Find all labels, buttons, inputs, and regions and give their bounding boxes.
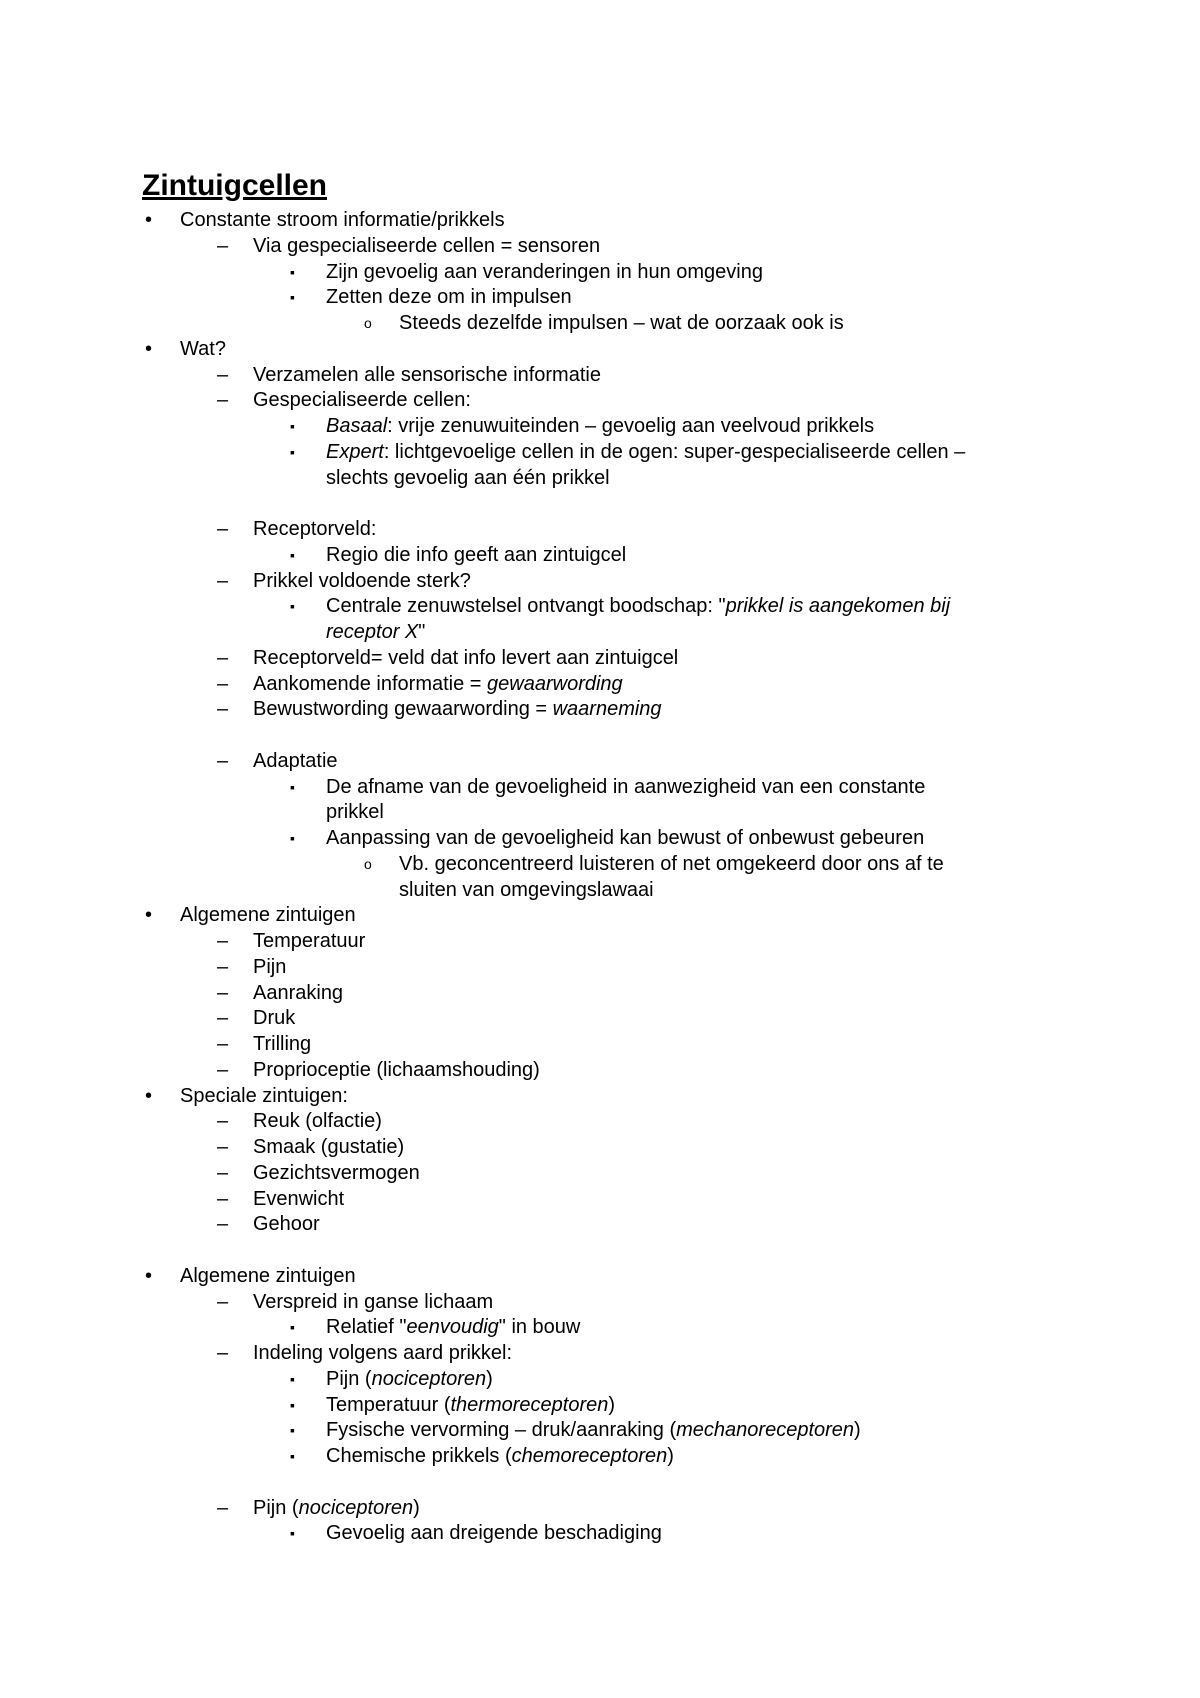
list-item-text [253, 517, 376, 543]
bullet-marker: – [217, 389, 229, 412]
list-item-level-1 [0, 208, 1200, 234]
list-item-level-3 [0, 440, 1200, 466]
text-segment: Gezichtsvermogen [253, 1161, 420, 1184]
text-segment: Adaptatie [253, 749, 338, 772]
text-segment: Temperatuur ( [326, 1393, 451, 1416]
text-segment: slechts gevoelig aan één prikkel [326, 466, 610, 489]
text-segment: Verzamelen alle sensorische informatie [253, 363, 601, 386]
list-item-level-3 [0, 466, 1200, 492]
list-item-text [253, 929, 365, 955]
text-segment: ) [667, 1445, 674, 1467]
list-item-text [253, 569, 471, 595]
bullet-list [0, 208, 1200, 1547]
list-item-level-2 [0, 388, 1200, 414]
list-item-text [253, 1109, 382, 1135]
text-segment: Constante stroom informatie/prikkels [180, 209, 505, 231]
list-item-level-3 [0, 1521, 1200, 1547]
list-item-level-3 [0, 543, 1200, 569]
list-item-level-2 [0, 646, 1200, 672]
text-segment: sluiten van omgevingslawaai [399, 878, 654, 901]
bullet-marker: – [217, 1136, 229, 1158]
list-item-level-2 [0, 955, 1200, 981]
text-segment: Pijn ( [326, 1367, 372, 1390]
list-item-level-3 [0, 1444, 1200, 1470]
list-item-level-3 [0, 260, 1200, 286]
text-segment: De afname van de gevoeligheid in aanwezigheid van een constante [326, 775, 926, 798]
bullet-marker: ▪ [290, 418, 295, 434]
bullet-marker: ▪ [290, 263, 295, 280]
text-segment: Smaak (gustatie) [253, 1136, 405, 1158]
bullet-marker: ▪ [290, 1370, 295, 1387]
text-segment: : vrije zenuwuiteinden – gevoelig aan veelvoud prikkels [387, 415, 875, 437]
list-item-text [326, 826, 924, 852]
list-item-text [180, 337, 226, 363]
list-item-level-2 [0, 517, 1200, 543]
list-item-level-3 [0, 1393, 1200, 1419]
bullet-marker: ▪ [290, 1396, 295, 1413]
blank-line [0, 723, 1200, 749]
list-item-text [326, 594, 950, 620]
text-segment: Evenwicht [253, 1187, 345, 1210]
bullet-marker: – [217, 1007, 229, 1030]
text-segment: Receptorveld= veld dat info levert aan zintuigcel [253, 646, 679, 669]
list-item-level-2 [0, 672, 1200, 698]
list-item-level-3 [0, 620, 1200, 646]
text-segment: Vb. geconcentreerd luisteren of net omgekeerd door ons af te [399, 852, 944, 875]
list-item-text [326, 620, 425, 646]
list-item-text [253, 388, 471, 414]
list-item-text [326, 1444, 674, 1470]
bullet-marker: – [217, 646, 229, 669]
list-item-text [326, 440, 965, 466]
list-item-text [253, 1290, 493, 1316]
bullet-marker: – [217, 1187, 229, 1210]
list-item-text [253, 749, 338, 775]
list-item-text [326, 1418, 861, 1444]
text-segment: ) [413, 1496, 420, 1519]
bullet-marker: – [217, 981, 229, 1004]
list-item-level-1 [0, 337, 1200, 363]
bullet-marker: – [217, 1290, 229, 1313]
list-item-text [253, 955, 286, 981]
bullet-marker: • [145, 337, 153, 360]
list-item-level-2 [0, 1341, 1200, 1367]
italic-text: nociceptoren [371, 1367, 487, 1390]
list-item-level-2 [0, 569, 1200, 595]
bullet-marker: – [217, 1213, 229, 1236]
list-item-text [326, 1315, 580, 1341]
list-item-text [253, 672, 623, 698]
list-item-text [180, 1084, 348, 1110]
list-item-text [253, 1032, 311, 1058]
text-segment: Gespecialiseerde cellen: [253, 389, 471, 412]
italic-text: waarneming [552, 698, 662, 721]
text-segment: Indeling volgens aard prikkel: [253, 1342, 513, 1364]
list-item-text [326, 466, 610, 492]
text-segment: Proprioceptie (lichaamshouding) [253, 1058, 540, 1081]
text-segment: Temperatuur [253, 930, 366, 952]
text-segment: Bewustwording gewaarwording = [253, 698, 553, 721]
text-segment: Pijn ( [253, 1496, 299, 1519]
italic-text: eenvoudig [406, 1316, 499, 1339]
text-segment: " in bouw [498, 1316, 581, 1339]
list-item-level-3 [0, 775, 1200, 801]
list-item-level-4 [0, 852, 1200, 878]
list-item-text [180, 208, 505, 234]
list-item-level-3 [0, 285, 1200, 311]
list-item-level-3 [0, 414, 1200, 440]
list-item-text [326, 1393, 615, 1419]
list-item-text [326, 285, 572, 311]
list-item-text [253, 1058, 540, 1084]
text-segment: Steeds dezelfde impulsen – wat de oorzaak ook is [399, 312, 844, 334]
italic-text: receptor X [326, 621, 419, 643]
italic-text: gewaarwording [487, 672, 623, 695]
list-item-text [253, 1187, 344, 1213]
bullet-marker: ▪ [290, 1525, 295, 1542]
list-item-text [253, 1212, 320, 1238]
text-segment: Verspreid in ganse lichaam [253, 1290, 494, 1313]
bullet-marker: – [217, 955, 229, 978]
bullet-marker: – [217, 234, 229, 257]
list-item-text [326, 800, 384, 826]
list-item-level-2 [0, 981, 1200, 1007]
italic-text: mechanoreceptoren [676, 1419, 855, 1442]
list-item-level-2 [0, 1496, 1200, 1522]
bullet-marker: ▪ [290, 1448, 295, 1464]
text-segment: ) [486, 1367, 493, 1390]
list-item-text [253, 1006, 295, 1032]
bullet-marker: ▪ [290, 830, 295, 846]
list-item-text [326, 260, 763, 286]
italic-text: nociceptoren [298, 1496, 414, 1519]
bullet-marker: ▪ [290, 546, 295, 563]
list-item-text [253, 1161, 420, 1187]
list-item-level-4 [0, 311, 1200, 337]
list-item-level-2 [0, 749, 1200, 775]
list-item-text [399, 852, 944, 878]
list-item-text [253, 1341, 512, 1367]
bullet-marker: – [217, 1161, 229, 1184]
list-item-level-1 [0, 903, 1200, 929]
bullet-marker: ▪ [290, 289, 295, 306]
bullet-marker: ▪ [290, 598, 295, 615]
italic-text: Basaal [326, 415, 388, 437]
text-segment: Trilling [253, 1033, 312, 1055]
list-item-level-2 [0, 363, 1200, 389]
list-item-level-2 [0, 1006, 1200, 1032]
list-item-text [326, 414, 874, 440]
list-item-level-1 [0, 1264, 1200, 1290]
list-item-level-2 [0, 1187, 1200, 1213]
text-segment: Chemische prikkels ( [326, 1445, 512, 1467]
bullet-marker: • [145, 904, 153, 927]
list-item-level-3 [0, 800, 1200, 826]
text-segment: : lichtgevoelige cellen in de ogen: super-gespecialiseerde cellen – [383, 440, 966, 463]
text-segment: Zijn gevoelig aan veranderingen in hun omgeving [326, 260, 763, 283]
bullet-marker: ▪ [290, 1422, 295, 1439]
list-item-level-3 [0, 1315, 1200, 1341]
text-segment: Prikkel voldoende sterk? [253, 569, 471, 592]
list-item-level-2 [0, 1135, 1200, 1161]
list-item-text [253, 234, 600, 260]
list-item-text [326, 1521, 662, 1547]
page-title: Zintuigcellen [142, 169, 328, 202]
list-item-level-3 [0, 826, 1200, 852]
text-segment: Speciale zintuigen: [180, 1084, 348, 1107]
blank-line [0, 491, 1200, 517]
bullet-marker: – [217, 363, 229, 386]
list-item-text [399, 878, 654, 904]
blank-line [0, 1470, 1200, 1496]
text-segment: Centrale zenuwstelsel ontvangt boodschap: " [326, 595, 726, 618]
text-segment: Relatief " [326, 1316, 407, 1339]
text-segment: Regio die info geeft aan zintuigcel [326, 543, 627, 566]
list-item-text [253, 646, 678, 672]
list-item-text [180, 1264, 356, 1290]
text-segment: Aankomende informatie = [253, 672, 488, 695]
text-segment: Zetten deze om in impulsen [326, 286, 572, 309]
list-item-level-2 [0, 1161, 1200, 1187]
list-item-text [253, 1135, 404, 1161]
bullet-marker: • [145, 1264, 153, 1287]
list-item-text [326, 1367, 493, 1393]
list-item-level-2 [0, 1032, 1200, 1058]
text-segment: Gevoelig aan dreigende beschadiging [326, 1522, 662, 1545]
italic-text: thermoreceptoren [450, 1393, 609, 1416]
bullet-marker: – [217, 569, 229, 592]
list-item-text [253, 697, 662, 723]
bullet-marker: – [217, 698, 229, 721]
text-segment: Druk [253, 1007, 296, 1030]
italic-text: prikkel is aangekomen bij [725, 595, 951, 618]
text-segment: ) [854, 1419, 861, 1442]
list-item-level-1 [0, 1084, 1200, 1110]
text-segment: Fysische vervorming – druk/aanraking ( [326, 1419, 677, 1442]
bullet-marker: – [217, 1342, 229, 1364]
list-item-level-3 [0, 1367, 1200, 1393]
list-item-level-2 [0, 1058, 1200, 1084]
list-item-level-2 [0, 697, 1200, 723]
list-item-text [326, 775, 925, 801]
bullet-marker: • [145, 209, 153, 231]
list-item-text [326, 543, 626, 569]
bullet-marker: ▪ [290, 443, 295, 460]
text-segment: prikkel [326, 801, 384, 824]
text-segment: Receptorveld: [253, 518, 377, 540]
blank-line [0, 1238, 1200, 1264]
list-item-text [253, 1496, 420, 1522]
list-item-level-2 [0, 1212, 1200, 1238]
bullet-marker: – [217, 749, 229, 772]
bullet-marker: – [217, 1033, 229, 1055]
bullet-marker: – [217, 1110, 229, 1133]
text-segment: " [418, 621, 426, 643]
list-item-level-2 [0, 1290, 1200, 1316]
bullet-marker: – [217, 1058, 229, 1081]
text-segment: Gehoor [253, 1213, 320, 1236]
list-item-text [180, 903, 356, 929]
bullet-marker: ▪ [290, 778, 295, 795]
text-segment: Algemene zintuigen [180, 1264, 356, 1287]
text-segment: Algemene zintuigen [180, 904, 356, 927]
list-item-level-4 [0, 878, 1200, 904]
bullet-marker: – [217, 672, 229, 695]
list-item-level-2 [0, 929, 1200, 955]
text-segment: Reuk (olfactie) [253, 1110, 382, 1133]
list-item-level-2 [0, 234, 1200, 260]
list-item-text [253, 981, 343, 1007]
text-segment: ) [608, 1393, 616, 1416]
list-item-level-3 [0, 594, 1200, 620]
italic-text: chemoreceptoren [511, 1445, 668, 1467]
bullet-marker: ▪ [290, 1319, 295, 1336]
text-segment: Aanraking [253, 981, 344, 1004]
text-segment: Wat? [180, 337, 226, 360]
list-item-text [399, 311, 844, 337]
text-segment: Aanpassing van de gevoeligheid kan bewust of onbewust gebeuren [326, 827, 925, 849]
text-segment: Via gespecialiseerde cellen = sensoren [253, 234, 601, 257]
bullet-marker: – [217, 1496, 229, 1519]
bullet-marker: • [145, 1084, 153, 1107]
bullet-marker: – [217, 518, 229, 540]
list-item-level-3 [0, 1418, 1200, 1444]
italic-text: Expert [326, 440, 384, 463]
list-item-text [253, 363, 601, 389]
list-item-level-2 [0, 1109, 1200, 1135]
bullet-marker: o [364, 855, 372, 872]
bullet-marker: – [217, 930, 229, 952]
text-segment: Pijn [253, 955, 287, 978]
bullet-marker: o [364, 315, 372, 331]
